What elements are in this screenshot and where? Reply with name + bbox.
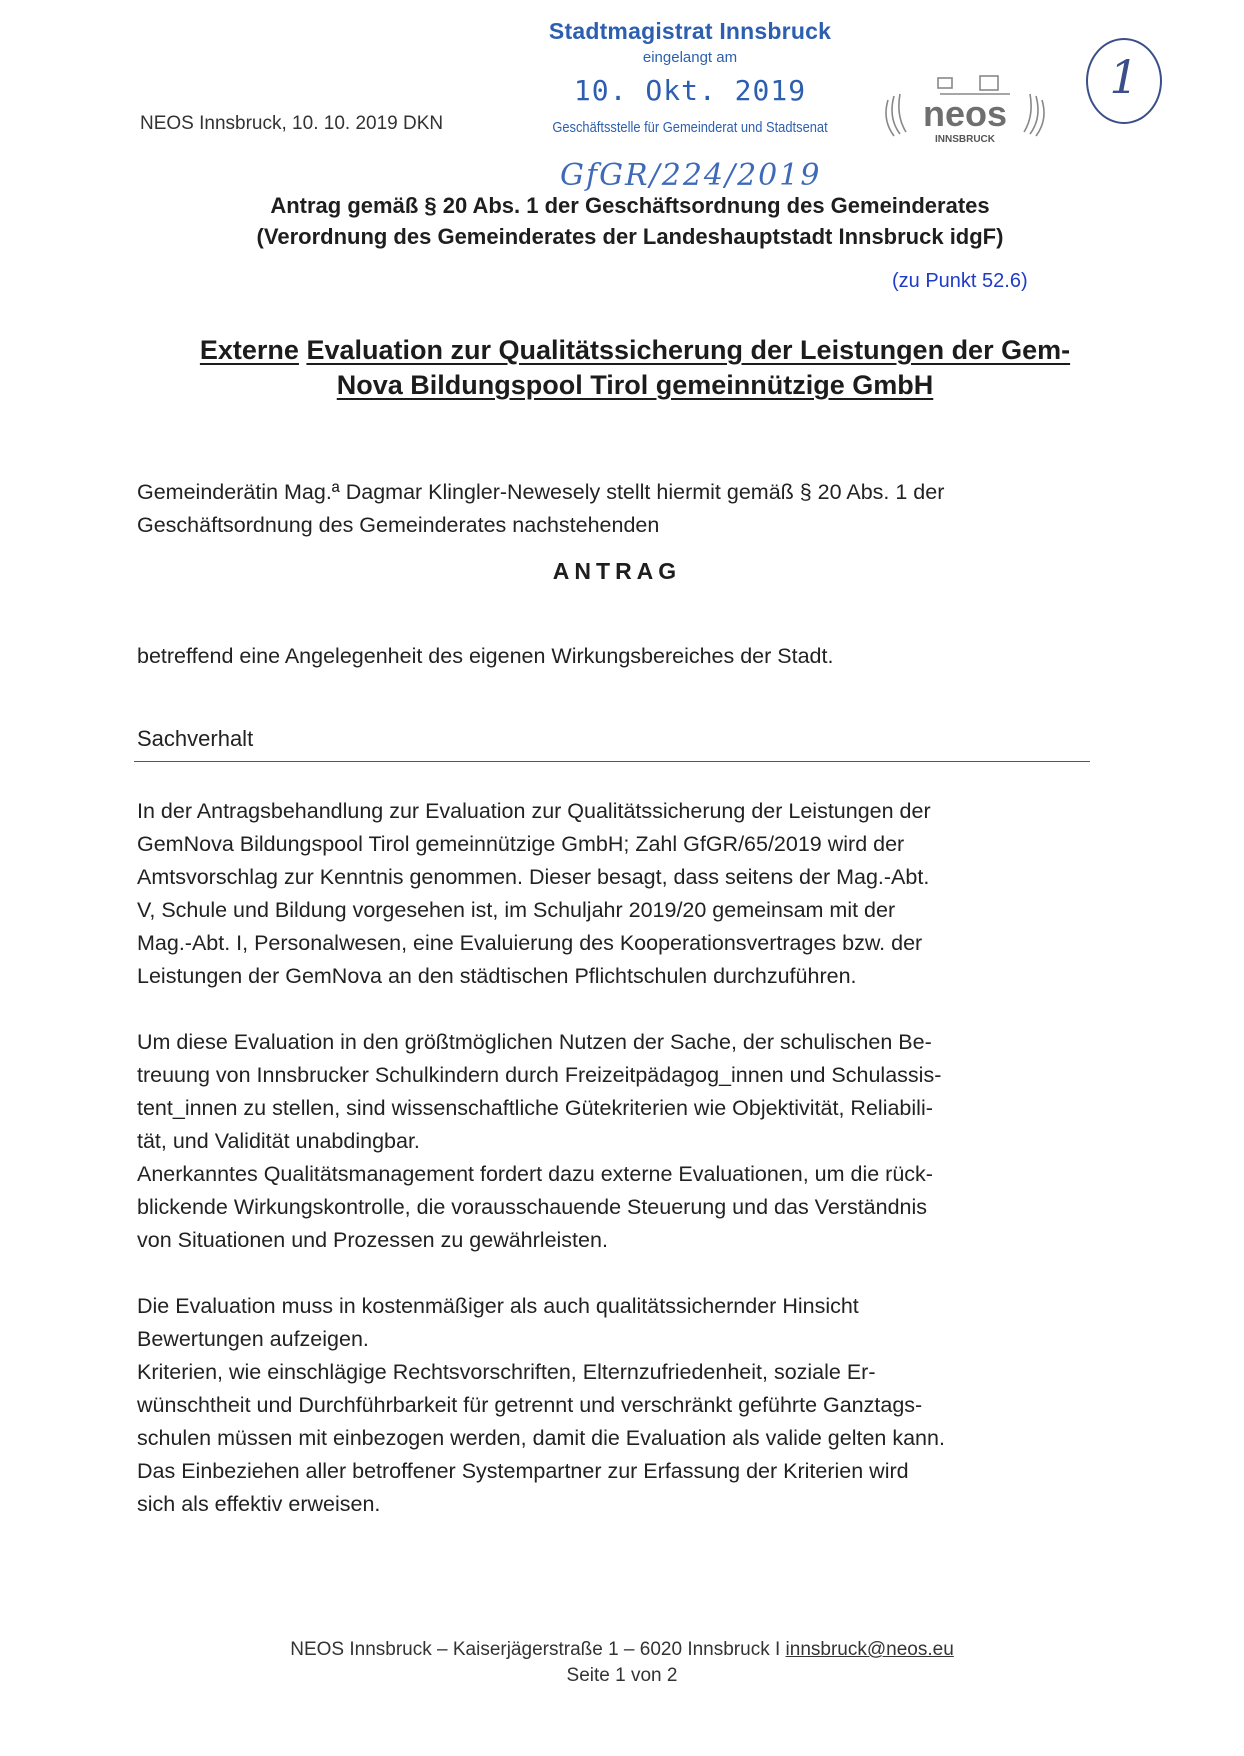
text-line: schulen müssen mit einbezogen werden, damit die Evaluation als valide gelten kann. (137, 1426, 945, 1450)
receipt-stamp (520, 18, 860, 136)
antrag-heading: ANTRAG (552, 558, 682, 584)
text-line: blickende Wirkungskontrolle, die vorausschauende Steuerung und das Verständnis (137, 1195, 928, 1219)
text-line: Leistungen der GemNova an den städtischen Pflichtschulen durchzuführen. (137, 964, 857, 988)
stamp-organization: Stadtmagistrat Innsbruck (548, 18, 832, 44)
concern-line: betreffend eine Angelegenheit des eigenen Wirkungsbereiches der Stadt. (137, 644, 834, 668)
right-wing-icon (1024, 94, 1044, 136)
intro-paragraph (137, 476, 1097, 542)
building-icon (980, 76, 998, 90)
text-line: Bewertungen aufzeigen. (137, 1327, 369, 1351)
stamp-received-label: eingelangt am (642, 49, 738, 66)
tower-icon (938, 78, 952, 88)
text-line: von Situationen und Prozessen zu gewährleisten. (137, 1228, 608, 1252)
subject-line-2: Nova Bildungspool Tirol gemeinnützige GmbH (336, 370, 934, 400)
text-line: Kriterien, wie einschlägige Rechtsvorschriften, Elternzufriedenheit, soziale Er- (137, 1360, 876, 1384)
text-line: sich als effektiv erweisen. (137, 1492, 381, 1516)
footer-page-number: Seite 1 von 2 (566, 1665, 678, 1686)
text-line: Gemeinderätin Mag.ª Dagmar Klingler-Newesely stellt hiermit gemäß § 20 Abs. 1 der (137, 480, 945, 504)
subject-heading (110, 333, 1160, 403)
left-wing-icon (886, 94, 906, 136)
text-line: Um diese Evaluation in den größtmöglichen Nutzen der Sache, der schulischen Be- (137, 1030, 932, 1054)
footer-email-link[interactable]: innsbruck@neos.eu (785, 1639, 954, 1660)
subject-word-externe: Externe (199, 335, 299, 365)
text-line: wünschtheit und Durchführbarkeit für getrennt und verschränkt geführte Ganztags- (137, 1393, 923, 1417)
text-line: treuung von Innsbrucker Schulkindern durch Freizeitpädagog_innen und Schulassis- (137, 1063, 942, 1087)
paragraph-1 (137, 795, 1097, 993)
stamp-office: Geschäftsstelle für Gemeinderat und Stadtsenat (552, 119, 828, 136)
page-marker: 1 (1109, 50, 1139, 104)
text-line: GemNova Bildungspool Tirol gemeinnützige GmbH; Zahl GfGR/65/2019 wird der (137, 832, 905, 856)
section-divider (134, 761, 1090, 762)
text-line: tent_innen zu stellen, sind wissenschaftliche Gütekriterien wie Objektivität, Reliabili- (137, 1096, 933, 1120)
motion-title-line-1: Antrag gemäß § 20 Abs. 1 der Geschäftsordnung des Gemeinderates (270, 193, 990, 218)
paragraph-3 (137, 1290, 1097, 1521)
motion-title-line-2: (Verordnung des Gemeinderates der Landeshauptstadt Innsbruck idgF) (256, 224, 1004, 249)
subject-line-1: Evaluation zur Qualitätssicherung der Leistungen der Gem- (306, 335, 1071, 365)
section-heading-sachverhalt: Sachverhalt (137, 726, 254, 751)
handwritten-reference-number: GfGR/224/2019 (560, 158, 822, 193)
text-line: tät, und Validität unabdingbar. (137, 1129, 420, 1153)
page-footer (0, 1637, 1244, 1689)
text-line: In der Antragsbehandlung zur Evaluation zur Qualitätssicherung der Leistungen der (137, 799, 931, 823)
footer-address: NEOS Innsbruck – Kaiserjägerstraße 1 – 6020 Innsbruck I (290, 1639, 786, 1660)
stamp-date: 10. Okt. 2019 (573, 74, 807, 107)
sender-line: NEOS Innsbruck, 10. 10. 2019 DKN (140, 113, 444, 134)
text-line: Amtsvorschlag zur Kenntnis genommen. Dieser besagt, dass seitens der Mag.-Abt. (137, 865, 930, 889)
text-line: Das Einbeziehen aller betroffener Systempartner zur Erfassung der Kriterien wird (137, 1459, 909, 1483)
text-line: Die Evaluation muss in kostenmäßiger als auch qualitätssichernder Hinsicht (137, 1294, 859, 1318)
text-line: Anerkanntes Qualitätsmanagement fordert dazu externe Evaluationen, um die rück- (137, 1162, 933, 1186)
logo-wordmark: neos (922, 93, 1008, 134)
neos-innsbruck-logo (880, 70, 1050, 160)
motion-title (100, 190, 1160, 252)
page-number-circle (1086, 38, 1162, 124)
text-line: V, Schule und Bildung vorgesehen ist, im Schuljahr 2019/20 gemeinsam mit der (137, 898, 896, 922)
paragraph-2 (137, 1026, 1097, 1257)
text-line: Mag.-Abt. I, Personalwesen, eine Evaluierung des Kooperationsvertrages bzw. der (137, 931, 923, 955)
logo-subtext: INNSBRUCK (935, 134, 995, 145)
text-line: Geschäftsordnung des Gemeinderates nachstehenden (137, 513, 660, 537)
agenda-item-reference: (zu Punkt 52.6) (892, 270, 1028, 292)
